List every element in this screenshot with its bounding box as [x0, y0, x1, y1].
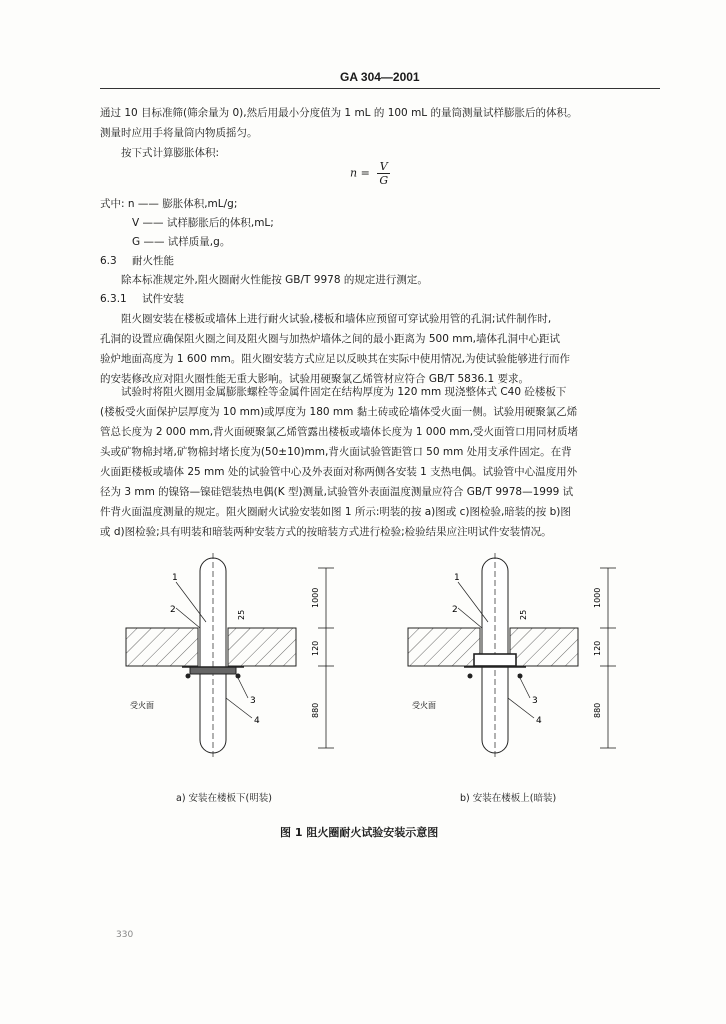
- callout-1: 1: [454, 573, 460, 583]
- section-title: 耐火性能: [132, 255, 175, 267]
- fire-ring: [190, 667, 236, 674]
- slab-right: [228, 628, 296, 666]
- text-line: 测量时应用手将量筒内物质摇匀。: [100, 127, 258, 139]
- dim-25: 25: [237, 609, 246, 620]
- fire-ring: [474, 654, 516, 666]
- formula-denominator: G: [379, 174, 389, 187]
- standard-number: GA 304—2001: [340, 70, 420, 84]
- figure-a-caption: a) 安装在楼板下(明装): [176, 793, 272, 804]
- callout-3: 3: [532, 696, 538, 706]
- dim-1000: 1000: [311, 587, 320, 608]
- fire-side-label: 受火面: [130, 701, 154, 710]
- formula-lhs: n =: [350, 166, 370, 180]
- callout-4: 4: [254, 716, 260, 726]
- callout-4: 4: [536, 716, 542, 726]
- header-rule: [100, 88, 660, 89]
- dim-880: 880: [593, 702, 602, 718]
- figure-title: 图 1 阻火圈耐火试验安装示意图: [280, 826, 439, 839]
- where-line: 式中: n —— 膨胀体积,mL/g;: [100, 198, 238, 210]
- section-heading: [100, 251, 662, 271]
- formula-numerator: V: [377, 160, 390, 174]
- callout-1: 1: [172, 573, 178, 583]
- section-number: 6.3: [100, 255, 117, 267]
- page-number: 330: [116, 930, 134, 940]
- fire-side-label: 受火面: [412, 701, 436, 710]
- text-line: 管总长度为 2 000 mm,背火面硬聚氯乙烯管露出楼板或墙体长度为 1 000 mm,受火面管口用同材质堵: [100, 426, 579, 438]
- dim-120: 120: [593, 640, 602, 656]
- where-line: G —— 试样质量,g。: [132, 236, 231, 248]
- callout-3: 3: [250, 696, 256, 706]
- text-line: 孔洞的设置应确保阻火圈之间及阻火圈与加热炉墙体之间的最小距离为 500 mm,墙体孔洞中心距试: [100, 333, 561, 345]
- text-line: (楼板受火面保护层厚度为 10 mm)或厚度为 180 mm 黏土砖或砼墙体受火面一侧。试验用硬聚氯乙烯: [100, 406, 578, 418]
- callout-2: 2: [452, 605, 458, 615]
- text-line: 头或矿物棉封堵,矿物棉封堵长度为(50±10)mm,背火面试验管距管口 50 mm 处用支承件固定。在背: [100, 446, 572, 458]
- text-line: 径为 3 mm 的镍铬—镍硅铠装热电偶(K 型)测量,试验管外表面温度测量应符合 GB/T 9978—1999 试: [100, 486, 574, 498]
- where-line: V —— 试样膨胀后的体积,mL;: [132, 217, 274, 229]
- figure-b-diagram: [400, 548, 630, 763]
- callout-2: 2: [170, 605, 176, 615]
- figure-b-caption: b) 安装在楼板上(暗装): [460, 793, 557, 804]
- text-line: 阻火圈安装在楼板或墙体上进行耐火试验,楼板和墙体应预留可穿试验用管的孔洞;试件制作时,: [121, 313, 552, 325]
- formula-fraction: [377, 160, 390, 187]
- text-line: 件背火面温度测量的规定。阻火圈耐火试验安装如图 1 所示:明装的按 a)图或 c)图检验,暗装的按 b)图: [100, 506, 571, 518]
- slab-left: [126, 628, 198, 666]
- formula: [350, 160, 390, 187]
- text-line: 通过 10 目标准筛(筛余量为 0),然后用最小分度值为 1 mL 的 100 mL 的量筒测量试样膨胀后的体积。: [100, 107, 578, 119]
- dim-880: 880: [311, 702, 320, 718]
- section-heading: [100, 289, 662, 309]
- text-line: 或 d)图检验;具有明装和暗装两种安装方式的按暗装方式进行检验;检验结果应注明试件安装情况。: [100, 526, 552, 538]
- dim-1000: 1000: [593, 587, 602, 608]
- dim-120: 120: [311, 640, 320, 656]
- section-number: 6.3.1: [100, 293, 127, 305]
- figure-a-diagram: [118, 548, 348, 763]
- text-line: 火面距楼板或墙体 25 mm 处的试验管中心及外表面对称两侧各安装 1 支热电偶。试验管中心温度用外: [100, 466, 578, 478]
- dim-25: 25: [519, 609, 528, 620]
- text-line: 的安装修改应对阻火圈性能无重大影响。试验用硬聚氯乙烯管材应符合 GB/T 5836.1 要求。: [100, 373, 530, 385]
- section-title: 试件安装: [142, 293, 185, 305]
- text-line: 验炉地面高度为 1 600 mm。阻火圈安装方式应足以反映其在实际中使用情况,为使试验能够进行而作: [100, 353, 571, 365]
- slab-left: [408, 628, 480, 666]
- slab-right: [510, 628, 578, 666]
- text-line: 除本标准规定外,阻火圈耐火性能按 GB/T 9978 的规定进行测定。: [121, 274, 428, 286]
- text-line: 试验时将阻火圈用金属膨胀螺栓等金属件固定在结构厚度为 120 mm 现浇整体式 C40 砼楼板下: [121, 386, 567, 398]
- text-line: 按下式计算膨胀体积:: [121, 147, 220, 159]
